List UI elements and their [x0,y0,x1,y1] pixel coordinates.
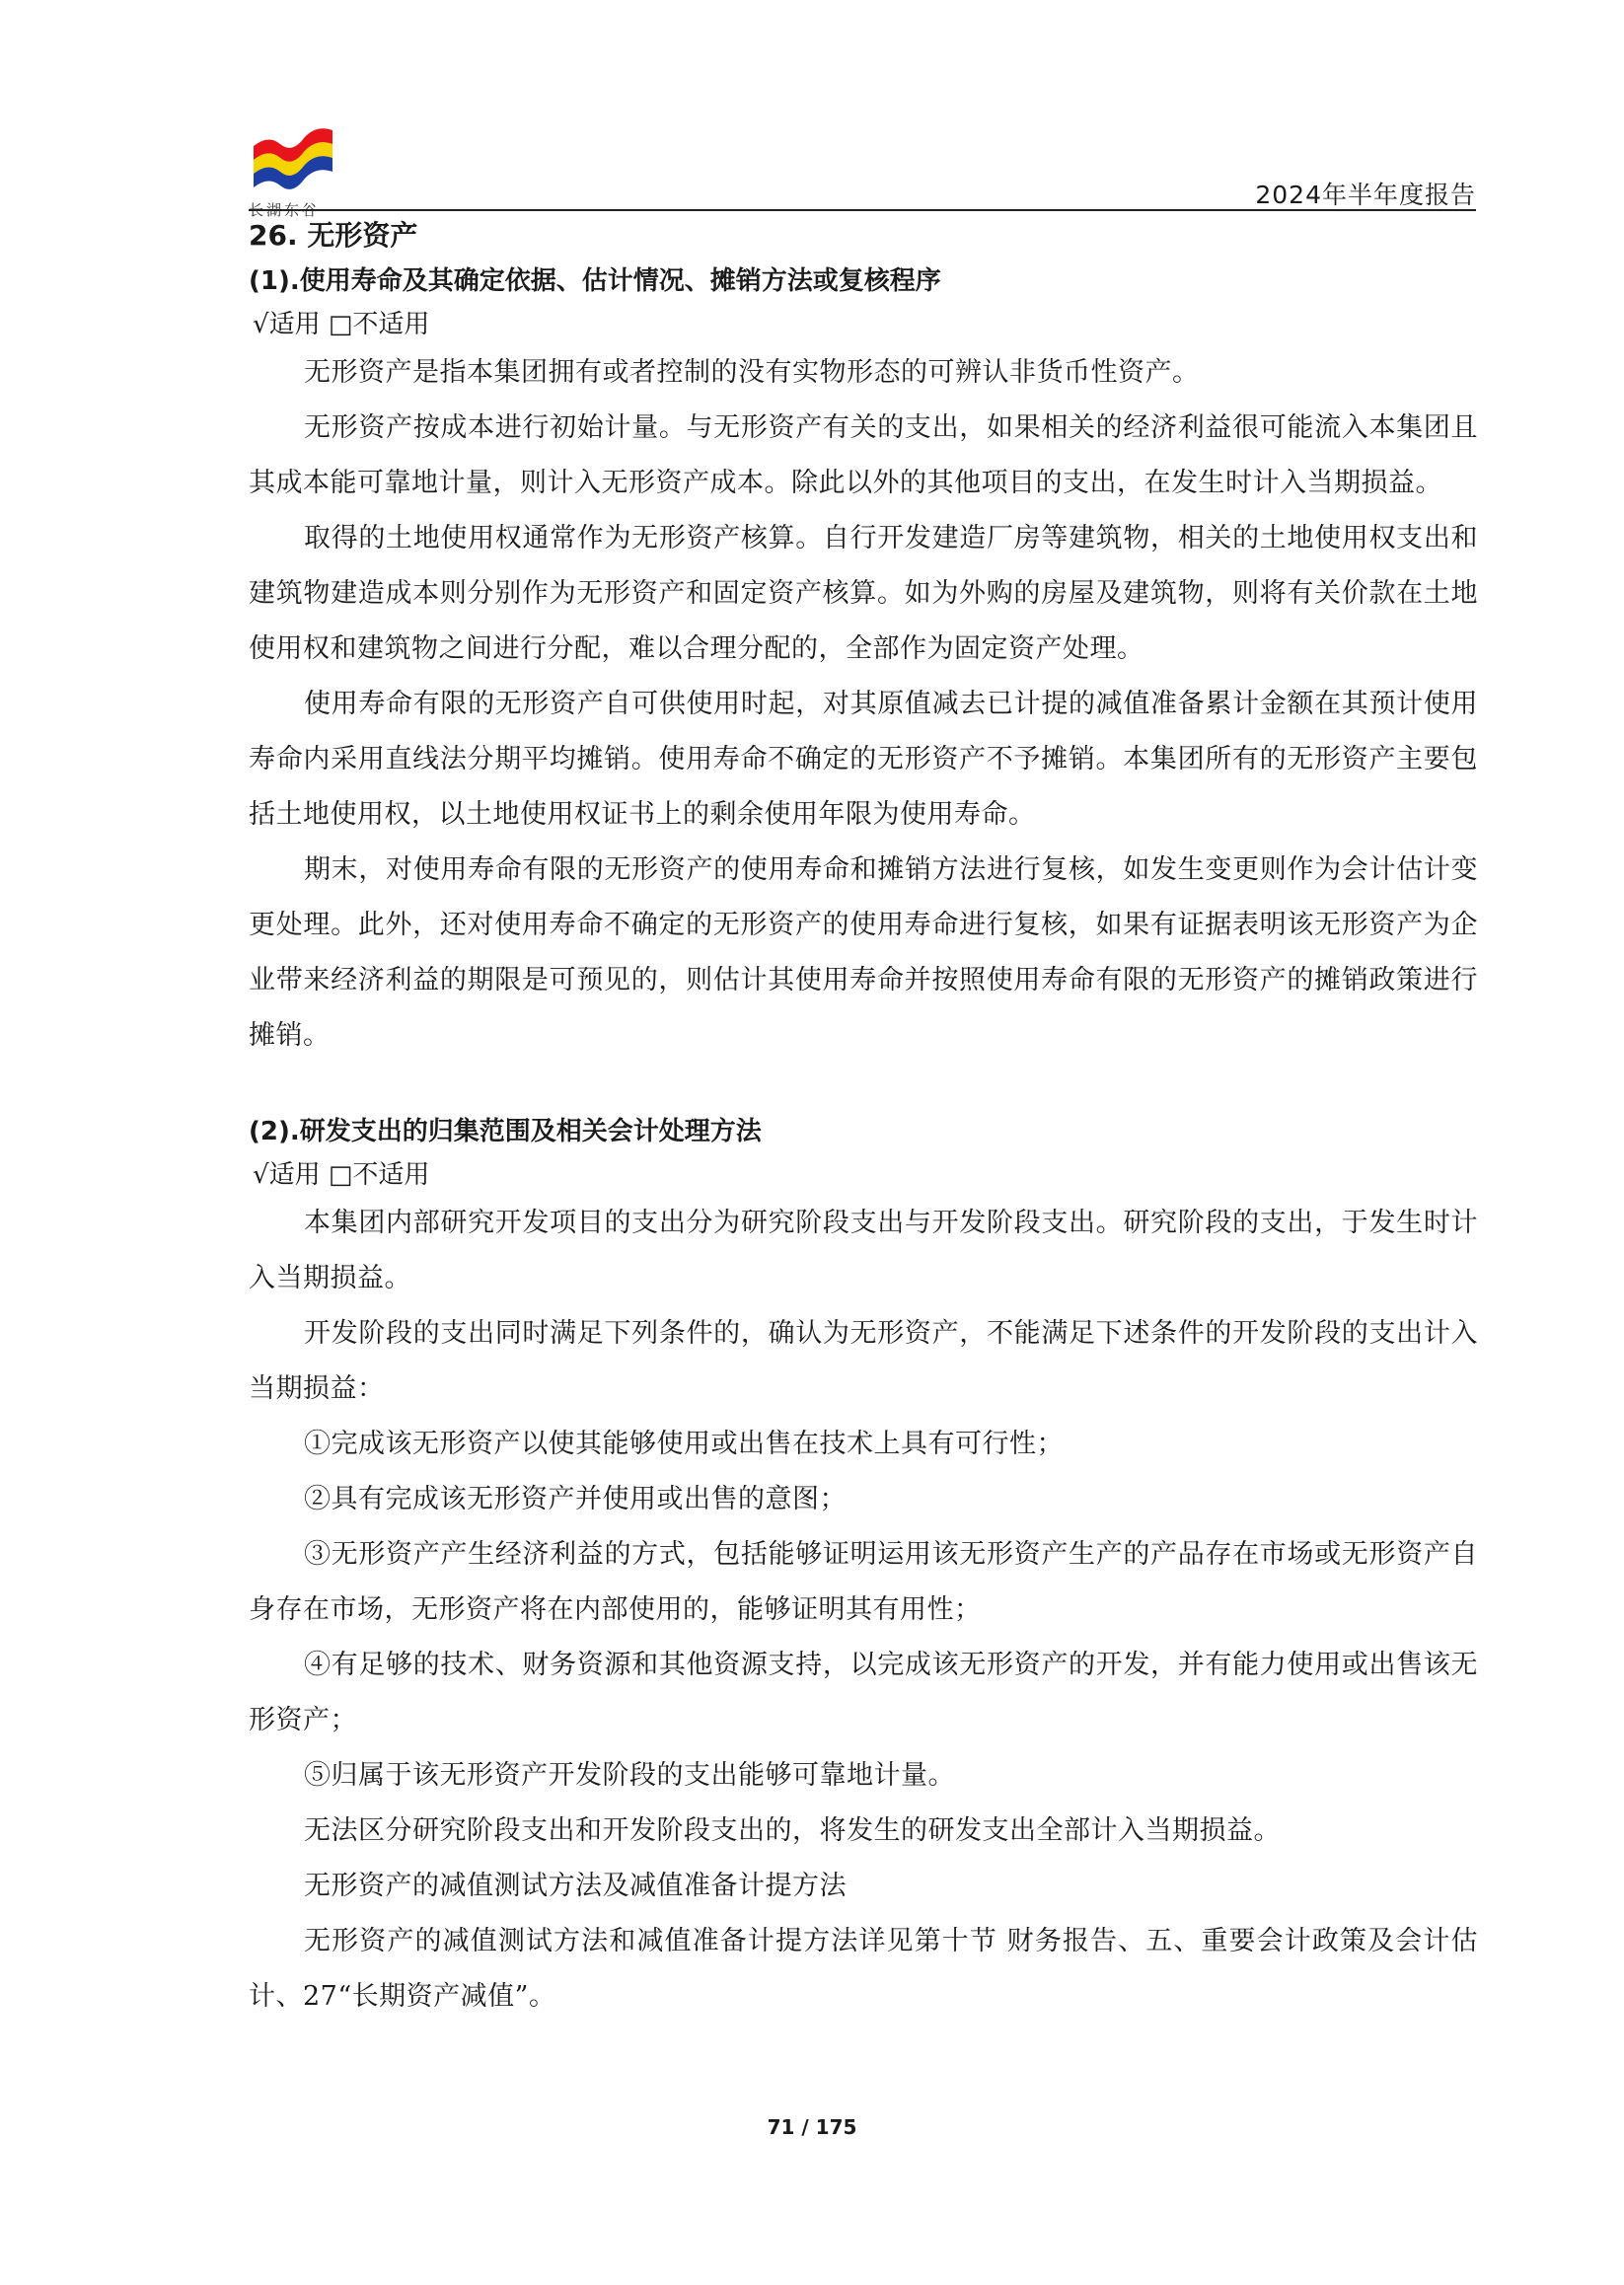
subsection-2-title: (2).研发支出的归集范围及相关会计处理方法 [249,1117,762,1146]
list-item: ②具有完成该无形资产并使用或出售的意图； [304,1484,847,1514]
paragraph: 无形资产按成本进行初始计量。与无形资产有关的支出，如果相关的经济利益很可能流入本集团且其成本能可靠地计量，则计入无形资产成本。除此以外的其他项目的支出，在发生时计入当期损益。 [249,412,1478,498]
paragraph-heading: 无形资产的减值测试方法及减值准备计提方法 [304,1871,847,1901]
subsection-1-title: (1).使用寿命及其确定依据、估计情况、摊销方法或复核程序 [249,266,941,296]
paragraph: 取得的土地使用权通常作为无形资产核算。自行开发建造厂房等建筑物，相关的土地使用权支出和建筑物建造成本则分别作为无形资产和固定资产核算。如为外购的房屋及建筑物，则将有关价款在土地使用权和建筑物之间进行分配，难以合理分配的，全部作为固定资产处理。 [249,523,1478,664]
paragraph: 无法区分研究阶段支出和开发阶段支出的，将发生的研发支出全部计入当期损益。 [304,1815,1281,1846]
page-number: 71 / 175 [767,2115,857,2139]
paragraph: 无形资产是指本集团拥有或者控制的没有实物形态的可辨认非货币性资产。 [304,357,1200,388]
paragraph: 使用寿命有限的无形资产自可供使用时起，对其原值减去已计提的减值准备累计金额在其预计使用寿命内采用直线法分期平均摊销。使用寿命不确定的无形资产不予摊销。本集团所有的无形资产主要包括土地使用权，以土地使用权证书上的剩余使用年限为使用寿命。 [249,689,1478,830]
list-item: ③无形资产产生经济利益的方式，包括能够证明运用该无形资产生产的产品存在市场或无形资产自身存在市场，无形资产将在内部使用的，能够证明其有用性； [249,1539,1478,1625]
report-title: 2024年半年度报告 [1255,181,1476,209]
main-content [249,213,1478,2025]
list-item: ①完成该无形资产以使其能够使用或出售在技术上具有可行性； [304,1429,1064,1459]
subsection-1-applicability: √适用 □不适用 [253,310,430,339]
paragraph: 本集团内部研究开发项目的支出分为研究阶段支出与开发阶段支出。研究阶段的支出，于发生时计入当期损益。 [249,1208,1478,1293]
list-item: ⑤归属于该无形资产开发阶段的支出能够可靠地计量。 [304,1760,955,1791]
paragraph: 期末，对使用寿命有限的无形资产的使用寿命和摊销方法进行复核，如发生变更则作为会计估计变更处理。此外，还对使用寿命不确定的无形资产的使用寿命进行复核，如果有证据表明该无形资产为企业带来经济利益的期限是可预见的，则估计其使用寿命并按照使用寿命有限的无形资产的摊销政策进行摊销。 [249,854,1478,1051]
company-logo [249,116,337,219]
section-title: 26. 无形资产 [249,219,418,252]
paragraph: 无形资产的减值测试方法和减值准备计提方法详见第十节 财务报告、五、重要会计政策及会计估计、27“长期资产减值”。 [249,1926,1478,2012]
header-divider [249,209,1476,211]
subsection-2-applicability: √适用 □不适用 [253,1160,430,1190]
section-spacer [249,1064,1478,1109]
logo-text: 长湖东谷 [249,201,321,219]
paragraph: 开发阶段的支出同时满足下列条件的，确认为无形资产，不能满足下述条件的开发阶段的支出计入当期损益： [249,1318,1478,1404]
list-item: ④有足够的技术、财务资源和其他资源支持，以完成该无形资产的开发，并有能力使用或出售该无形资产； [249,1650,1478,1735]
company-logo-icon [249,116,337,205]
